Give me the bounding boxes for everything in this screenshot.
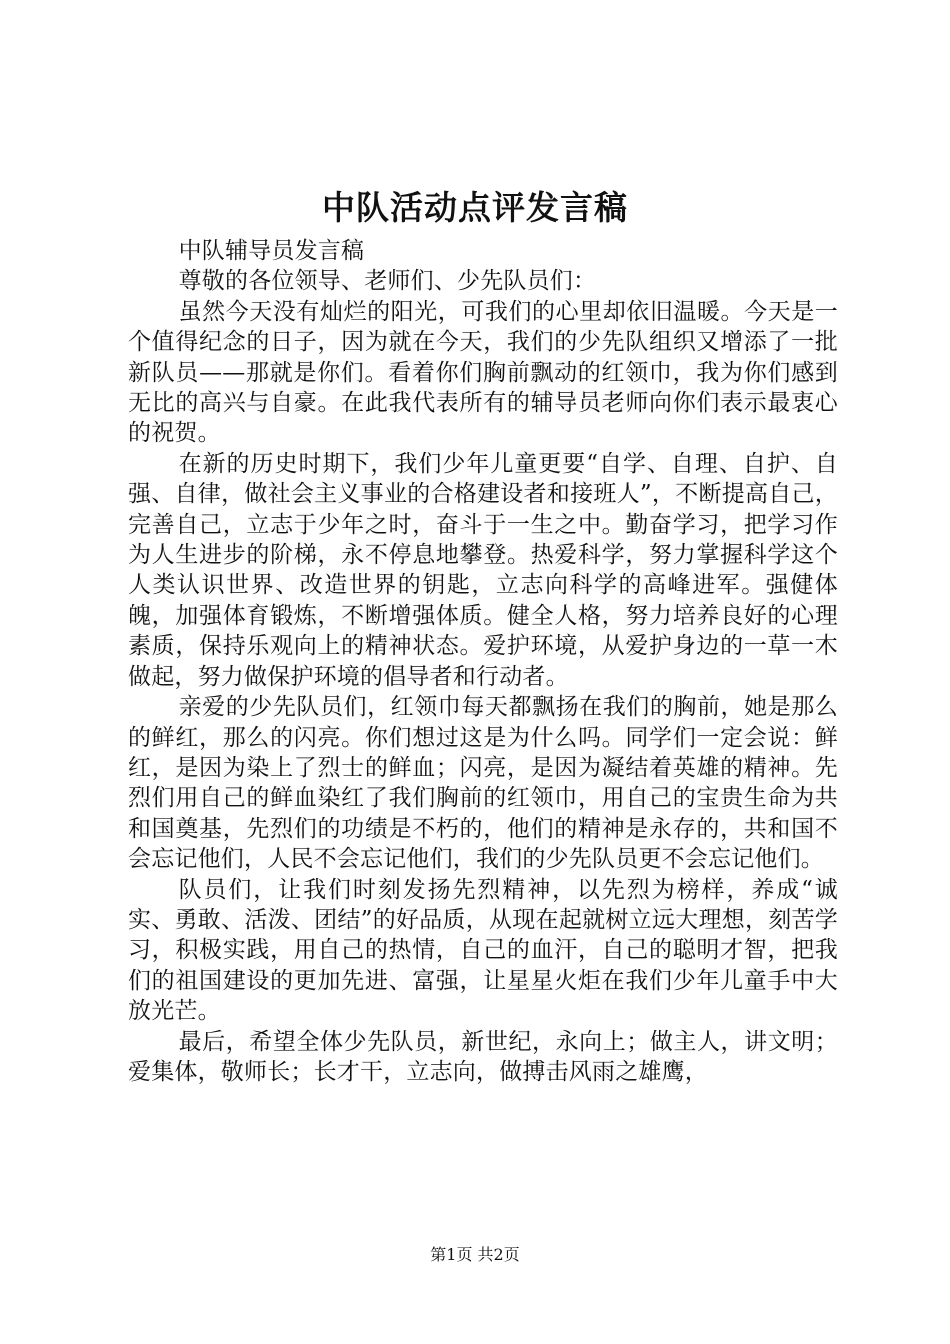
document-body xyxy=(128,236,838,1087)
document-title: 中队活动点评发言稿 xyxy=(322,188,628,227)
paragraph: 最后，希望全体少先队员，新世纪，永向上；做主人，讲文明；爱集体，敬师长；长才干，立志向，做搏击风雨之雄鹰， xyxy=(128,1028,838,1085)
paragraph: 在新的历史时期下，我们少年儿童更要“自学、自理、自护、自强、自律，做社会主义事业的合格建设者和接班人”，不断提高自己，完善自己，立志于少年之时，奋斗于一生之中。勤奋学习，把学习作为人生进步的阶梯，永不停息地攀登。热爱科学，努力掌握科学这个人类认识世界、改造世界的钥匙，立志向科学的高峰进军。强健体魄，加强体育锻炼，不断增强体质。健全人格，努力培养良好的心理素质，保持乐观向上的精神状态。爱护环境，从爱护身边的一草一木做起，努力做保护环境的倡导者和行动者。 xyxy=(128,450,838,690)
paragraph-salutation: 尊敬的各位领导、老师们、少先队员们： xyxy=(178,268,597,295)
paragraph: 亲爱的少先队员们，红领巾每天都飘扬在我们的胸前，她是那么的鲜红，那么的闪亮。你们想过这是为什么吗。同学们一定会说：鲜红，是因为染上了烈士的鲜血；闪亮，是因为凝结着英雄的精神。先烈们用自己的鲜血染红了我们胸前的红领巾，用自己的宝贵生命为共和国奠基，先烈们的功绩是不朽的，他们的精神是永存的，共和国不会忘记他们，人民不会忘记他们，我们的少先队员更不会忘记他们。 xyxy=(128,694,838,873)
paragraph: 虽然今天没有灿烂的阳光，可我们的心里却依旧温暖。今天是一个值得纪念的日子，因为就在今天，我们的少先队组织又增添了一批新队员——那就是你们。看着你们胸前飘动的红领巾，我为你们感到无比的高兴与自豪。在此我代表所有的辅导员老师向你们表示最衷心的祝贺。 xyxy=(128,298,838,447)
page-footer: 第1页 共2页 xyxy=(430,1245,520,1264)
paragraph-subtitle: 中队辅导员发言稿 xyxy=(178,238,365,264)
paragraph: 队员们，让我们时刻发扬先烈精神，以先烈为榜样，养成“诚实、勇敢、活泼、团结”的好品质，从现在起就树立远大理想，刻苦学习，积极实践，用自己的热情，自己的血汗，自己的聪明才智，把我们的祖国建设的更加先进、富强，让星星火炬在我们少年儿童手中大放光芒。 xyxy=(128,876,838,1025)
